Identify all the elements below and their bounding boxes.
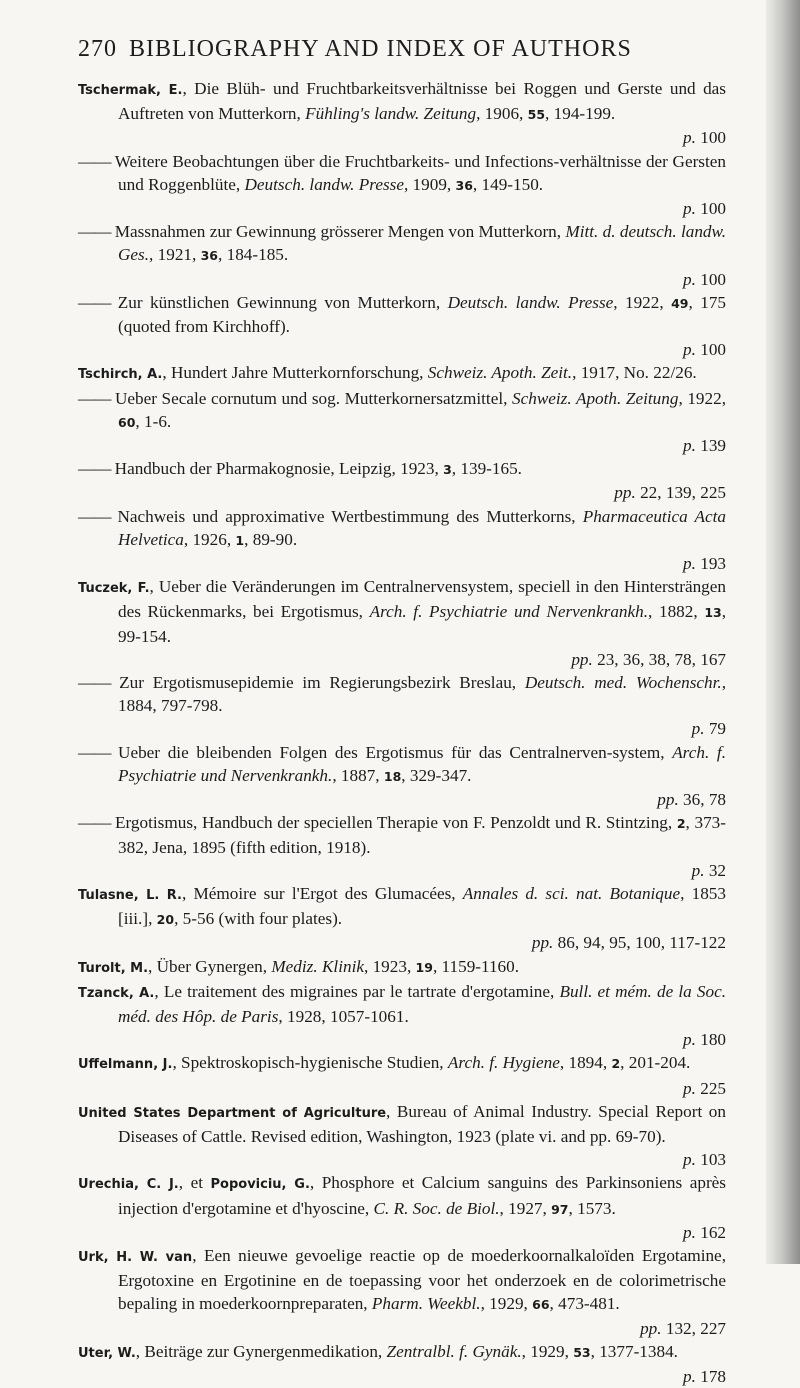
bibliography-entry bbox=[78, 387, 726, 458]
entry-author: Popoviciu, G. bbox=[210, 1177, 310, 1193]
entry-year: , 1929, bbox=[480, 1294, 533, 1314]
entry-text: Ueber die bleibenden Folgen des Ergotismus für das Centralnerven-system, bbox=[110, 742, 673, 762]
entry-year: , 1882, bbox=[648, 602, 705, 622]
entry-pages-range: , 139-165. bbox=[451, 459, 522, 479]
bibliography-entry bbox=[78, 1171, 726, 1244]
entry-journal: Schweiz. Apoth. Zeit. bbox=[427, 363, 573, 383]
page-number: 270 bbox=[78, 36, 117, 62]
entry-journal: Arch. f. Psychiatrie und Nervenkrankh. bbox=[118, 742, 726, 785]
entry-page-refs: p. 193 bbox=[683, 554, 726, 574]
bibliography-entry bbox=[78, 150, 726, 221]
entry-year: , 1853 [iii.], bbox=[118, 883, 726, 929]
entry-page-refs: pp. 22, 139, 225 bbox=[614, 483, 726, 503]
entry-journal: Arch. f. Hygiene bbox=[447, 1053, 560, 1073]
entry-text: , Le traitement des migraines par le tartrate d'ergotamine, bbox=[154, 981, 560, 1001]
ditto-dash: —— bbox=[78, 459, 111, 479]
bibliography-entry bbox=[78, 220, 726, 291]
entry-pages-range: , 201-204. bbox=[620, 1053, 691, 1073]
ditto-dash: —— bbox=[78, 292, 111, 312]
bibliography-entry bbox=[78, 77, 726, 150]
page-edge-shadow bbox=[766, 0, 800, 1264]
bibliography-entry bbox=[78, 291, 726, 362]
entry-pages-range: , 1159-1160. bbox=[432, 956, 520, 976]
entry-author: Uter, W. bbox=[78, 1345, 136, 1361]
bibliography-entry bbox=[78, 505, 726, 576]
entry-text: , Über Gynergen, bbox=[148, 956, 272, 976]
entry-author: Tschirch, A. bbox=[78, 367, 163, 383]
entry-year: , 1922, bbox=[678, 388, 727, 408]
entry-journal: Annales d. sci. nat. Botanique bbox=[462, 883, 681, 903]
entry-text: , Mémoire sur l'Ergot des Glumacées, bbox=[181, 883, 463, 903]
bibliography-entry bbox=[78, 741, 726, 812]
bibliography-entry bbox=[78, 980, 726, 1052]
entry-page-refs: pp. 132, 227 bbox=[640, 1318, 726, 1338]
entry-volume: 20 bbox=[156, 912, 175, 928]
entry-text: , Bureau of Animal Industry. Special Report on Diseases of Cattle. Revised edition, Washington, 1923 (plate vi. and pp. 69-70). bbox=[118, 1101, 726, 1146]
entry-pages-range: , 373-382, Jena, 1895 (fifth edition, 1918). bbox=[118, 813, 726, 857]
entry-text: , et bbox=[178, 1173, 211, 1193]
entry-author: Urechia, C. J. bbox=[78, 1177, 179, 1193]
entry-volume: 2 bbox=[676, 816, 686, 832]
entry-journal: Bull. et mém. de la Soc. méd. des Hôp. de Paris bbox=[118, 981, 726, 1026]
ditto-dash: —— bbox=[78, 506, 111, 526]
entry-text: Handbuch der Pharmakognosie, Leipzig, 1923, bbox=[110, 459, 444, 479]
entry-year: , 1917, No. 22/26. bbox=[572, 363, 697, 383]
entry-year: , 1926, bbox=[183, 529, 236, 549]
entry-year: , 1906, bbox=[476, 104, 528, 124]
entry-text: , Een nieuwe gevoelige reactie op de moederkoornalkaloïden Ergotamine, Ergotoxine en Ergotinine en de toepassing voor het onderzoek en de colorimetrische bepaling in moederkoornpreparaten, bbox=[118, 1245, 726, 1314]
bibliography-entry bbox=[78, 457, 726, 504]
entry-text: Nachweis und approximative Wertbestimmung des Mutterkorns, bbox=[110, 506, 583, 526]
entry-pages-range: , 149-150. bbox=[472, 174, 544, 194]
entry-page-refs: p. 79 bbox=[691, 719, 726, 739]
entry-pages-range: , 329-347. bbox=[401, 765, 472, 785]
entry-text: , Spektroskopisch-hygienische Studien, bbox=[172, 1053, 448, 1073]
entry-volume: 2 bbox=[611, 1056, 621, 1072]
book-page bbox=[78, 36, 726, 1388]
entry-volume: 49 bbox=[671, 295, 689, 311]
entry-journal: C. R. Soc. de Biol. bbox=[373, 1198, 500, 1218]
entry-pages-range: , 175 (quoted from Kirchhoff). bbox=[118, 292, 727, 337]
entry-page-refs: p. 180 bbox=[683, 1030, 726, 1050]
bibliography-entry bbox=[78, 1340, 726, 1388]
entry-journal: Deutsch. landw. Presse bbox=[244, 174, 404, 194]
entry-page-refs: p. 100 bbox=[683, 269, 726, 289]
entry-text: , Ueber die Veränderungen im Centralnervensystem, speciell in den Hintersträngen des Rückenmarks, bei Ergotismus, bbox=[118, 577, 726, 622]
entry-year: , 1928, 1057-1061. bbox=[278, 1006, 409, 1026]
bibliography-entry bbox=[78, 955, 726, 980]
bibliography-entry bbox=[78, 811, 726, 882]
entry-volume: 66 bbox=[532, 1297, 550, 1313]
entry-pages-range: , 5-56 (with four plates). bbox=[174, 909, 343, 929]
entry-text: , Phosphore et Calcium sanguins des Parkinsoniens après injection d'ergotamine et d'hyoscine, bbox=[118, 1173, 726, 1218]
entry-pages-range: , 99-154. bbox=[118, 602, 727, 646]
entry-volume: 18 bbox=[383, 768, 402, 784]
entry-year: , 1927, bbox=[499, 1198, 552, 1218]
entry-pages-range: , 1573. bbox=[568, 1198, 616, 1218]
entry-author: Uffelmann, J. bbox=[78, 1057, 173, 1073]
entry-year: , 1894, bbox=[559, 1053, 612, 1073]
entry-volume: 97 bbox=[551, 1201, 569, 1217]
entry-page-refs: p. 100 bbox=[683, 199, 726, 219]
entry-text: Massnahmen zur Gewinnung grösserer Mengen von Mutterkorn, bbox=[110, 222, 566, 242]
entry-volume: 53 bbox=[573, 1344, 591, 1360]
entry-text: Weitere Beobachtungen über die Fruchtbarkeits- und Infections-verhältnisse der Gersten und Roggenblüte, bbox=[110, 151, 726, 194]
entry-volume: 60 bbox=[118, 414, 136, 430]
entry-author: Turolt, M. bbox=[78, 960, 149, 976]
entry-year: , 1887, bbox=[332, 765, 384, 785]
bibliography-entry bbox=[78, 671, 726, 741]
entry-journal: Zentralbl. f. Gynäk. bbox=[386, 1341, 522, 1361]
entry-pages-range: , 89-90. bbox=[244, 529, 298, 549]
entry-page-refs: p. 32 bbox=[691, 860, 726, 880]
entry-page-refs: p. 100 bbox=[683, 340, 726, 360]
running-header bbox=[78, 36, 726, 63]
entry-journal: Mitt. d. deutsch. landw. Ges. bbox=[118, 222, 726, 265]
ditto-dash: —— bbox=[78, 742, 111, 762]
entry-text: , Die Blüh- und Fruchtbarkeitsverhältnisse bei Roggen und Gerste und das Auftreten von Mutterkorn, bbox=[118, 79, 726, 124]
entry-volume: 19 bbox=[415, 959, 433, 975]
entry-journal: Pharmaceutica Acta Helvetica bbox=[118, 506, 726, 549]
entry-text: , Hundert Jahre Mutterkornforschung, bbox=[162, 363, 428, 383]
entry-pages-range: , 1377-1384. bbox=[590, 1341, 678, 1361]
entry-volume: 36 bbox=[200, 248, 218, 264]
entry-volume: 36 bbox=[455, 177, 473, 193]
entry-page-refs: p. 103 bbox=[683, 1150, 726, 1170]
entry-page-refs: p. 178 bbox=[683, 1366, 726, 1386]
entry-year: , 1929, bbox=[521, 1341, 574, 1361]
entry-page-refs: p. 225 bbox=[683, 1078, 726, 1098]
entry-journal: Pharm. Weekbl. bbox=[371, 1294, 481, 1314]
entry-page-refs: pp. 36, 78 bbox=[657, 790, 726, 810]
entry-author: Urk, H. W. van bbox=[78, 1249, 193, 1265]
entry-author: United States Department of Agriculture bbox=[78, 1105, 387, 1121]
entry-journal: Arch. f. Psychiatrie und Nervenkrankh. bbox=[369, 602, 649, 622]
entry-journal: Deutsch. landw. Presse bbox=[447, 292, 614, 312]
entry-volume: 55 bbox=[527, 107, 546, 123]
entry-text: Zur Ergotismusepidemie im Regierungsbezirk Breslau, bbox=[110, 673, 525, 693]
entry-text: Ergotismus, Handbuch der speciellen Therapie von F. Penzoldt und R. Stintzing, bbox=[110, 813, 677, 833]
bibliography-entry bbox=[78, 1244, 726, 1340]
entry-page-refs: p. 139 bbox=[683, 436, 726, 456]
ditto-dash: —— bbox=[78, 151, 111, 171]
bibliography-entry bbox=[78, 882, 726, 955]
bibliography-entry bbox=[78, 1100, 726, 1172]
entry-page-refs: p. 100 bbox=[683, 128, 726, 148]
bibliography-entry bbox=[78, 361, 726, 386]
ditto-dash: —— bbox=[78, 673, 111, 693]
entry-text: Ueber Secale cornutum und sog. Mutterkornersatzmittel, bbox=[110, 388, 512, 408]
entry-author: Tuczek, F. bbox=[78, 581, 150, 597]
entry-year: , 1884, 797-798. bbox=[118, 673, 726, 716]
entry-text: Zur künstlichen Gewinnung von Mutterkorn, bbox=[110, 292, 448, 312]
entry-volume: 1 bbox=[235, 532, 245, 548]
entry-journal: Mediz. Klinik bbox=[271, 956, 364, 976]
bibliography-entry bbox=[78, 575, 726, 671]
bibliography-entry bbox=[78, 1051, 726, 1099]
ditto-dash: —— bbox=[78, 813, 111, 833]
entry-author: Tschermak, E. bbox=[78, 83, 183, 98]
entry-pages-range: , 194-199. bbox=[545, 104, 616, 124]
bibliography-list bbox=[78, 77, 726, 1388]
entry-journal: Deutsch. med. Wochenschr. bbox=[524, 673, 722, 693]
entry-pages-range: , 184-185. bbox=[218, 245, 289, 265]
entry-page-refs: pp. 86, 94, 95, 100, 117-122 bbox=[531, 933, 726, 953]
entry-text: , Beiträge zur Gynergenmedikation, bbox=[135, 1341, 387, 1361]
ditto-dash: —— bbox=[78, 222, 111, 242]
entry-year: , 1922, bbox=[613, 292, 672, 312]
page-title: BIBLIOGRAPHY AND INDEX OF AUTHORS bbox=[129, 36, 632, 62]
entry-page-refs: pp. 23, 36, 38, 78, 167 bbox=[571, 649, 726, 669]
entry-journal: Fühling's landw. Zeitung bbox=[305, 104, 477, 124]
entry-pages-range: , 473-481. bbox=[549, 1294, 620, 1314]
entry-year: , 1923, bbox=[363, 956, 416, 976]
entry-journal: Schweiz. Apoth. Zeitung bbox=[512, 388, 679, 408]
entry-author: Tzanck, A. bbox=[78, 985, 155, 1001]
entry-volume: 13 bbox=[704, 605, 722, 621]
entry-year: , 1909, bbox=[403, 174, 456, 194]
entry-page-refs: p. 162 bbox=[683, 1222, 726, 1242]
entry-pages-range: , 1-6. bbox=[135, 411, 172, 431]
ditto-dash: —— bbox=[78, 388, 111, 408]
entry-volume: 3 bbox=[443, 462, 452, 478]
entry-year: , 1921, bbox=[149, 245, 201, 265]
entry-author: Tulasne, L. R. bbox=[78, 887, 182, 903]
